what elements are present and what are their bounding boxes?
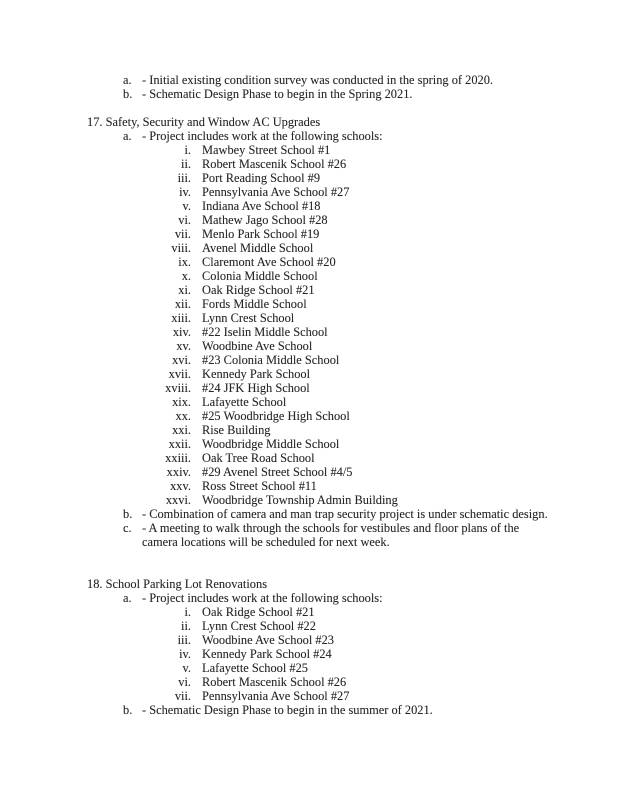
list-marker: c. xyxy=(123,521,132,535)
list-marker: a. xyxy=(123,73,132,87)
school-name: Woodbridge Township Admin Building xyxy=(202,493,398,507)
school-marker: v. xyxy=(182,661,191,675)
text-line: - Combination of camera and man trap security project is under schematic design. xyxy=(142,507,548,521)
text-line: - A meeting to walk through the schools for vestibules and floor plans of the xyxy=(142,521,520,535)
school-name: Fords Middle School xyxy=(202,297,307,311)
school-name: Woodbine Ave School xyxy=(202,339,313,353)
school-marker: xii. xyxy=(174,297,191,311)
school-marker: v. xyxy=(182,199,191,213)
school-list-item xyxy=(0,437,618,451)
school-name: #23 Colonia Middle School xyxy=(202,353,340,367)
list-marker: a. xyxy=(123,591,132,605)
list-item xyxy=(0,129,618,143)
school-list-item xyxy=(0,647,618,661)
school-name: Woodbine Ave School #23 xyxy=(202,633,334,647)
school-name: Colonia Middle School xyxy=(202,269,318,283)
list-item xyxy=(0,87,618,101)
school-name: #25 Woodbridge High School xyxy=(202,409,350,423)
text-line: camera locations will be scheduled for next week. xyxy=(142,535,390,549)
list-item xyxy=(0,703,618,717)
section-number: 17. xyxy=(87,115,103,129)
school-list-item xyxy=(0,157,618,171)
list-text xyxy=(142,591,618,605)
school-list-item xyxy=(0,395,618,409)
list-item xyxy=(0,73,618,87)
school-marker: xxvi. xyxy=(165,493,191,507)
school-list-item xyxy=(0,143,618,157)
school-name: Pennsylvania Ave School #27 xyxy=(202,689,350,703)
school-name: Oak Ridge School #21 xyxy=(202,605,315,619)
school-marker: xi. xyxy=(178,283,191,297)
school-marker: vi. xyxy=(178,213,191,227)
school-name: Indiana Ave School #18 xyxy=(202,199,321,213)
school-marker: vi. xyxy=(178,675,191,689)
school-name: Menlo Park School #19 xyxy=(202,227,320,241)
school-marker: xviii. xyxy=(165,381,191,395)
school-list-item xyxy=(0,423,618,437)
school-name: Ross Street School #11 xyxy=(202,479,317,493)
school-name: Robert Mascenik School #26 xyxy=(202,157,347,171)
school-name: Pennsylvania Ave School #27 xyxy=(202,185,350,199)
text-line: - Project includes work at the following schools: xyxy=(142,129,383,143)
school-list-item xyxy=(0,171,618,185)
school-marker: xiv. xyxy=(172,325,191,339)
school-marker: xv. xyxy=(176,339,191,353)
section xyxy=(0,115,618,549)
school-marker: xiii. xyxy=(171,311,191,325)
list-text xyxy=(142,73,618,87)
school-list-item xyxy=(0,451,618,465)
school-list-item xyxy=(0,381,618,395)
section-heading xyxy=(0,115,618,129)
school-marker: x. xyxy=(181,269,191,283)
text-line: - Schematic Design Phase to begin in the summer of 2021. xyxy=(142,703,433,717)
school-list-item xyxy=(0,227,618,241)
list-marker: b. xyxy=(123,703,133,717)
school-name: #29 Avenel Street School #4/5 xyxy=(202,465,353,479)
school-list-item xyxy=(0,367,618,381)
school-marker: iv. xyxy=(179,185,191,199)
list-marker: b. xyxy=(123,87,133,101)
school-name: Oak Tree Road School xyxy=(202,451,315,465)
school-name: Kennedy Park School #24 xyxy=(202,647,332,661)
school-marker: vii. xyxy=(174,227,191,241)
school-marker: ii. xyxy=(181,619,191,633)
school-name: #24 JFK High School xyxy=(202,381,310,395)
school-list-item xyxy=(0,605,618,619)
school-list-item xyxy=(0,465,618,479)
school-list-item xyxy=(0,241,618,255)
school-marker: xx. xyxy=(175,409,191,423)
school-marker: xxii. xyxy=(168,437,191,451)
list-marker: b. xyxy=(123,507,133,521)
school-list-item xyxy=(0,213,618,227)
school-list-item xyxy=(0,353,618,367)
school-list-item xyxy=(0,185,618,199)
list-text xyxy=(142,521,618,549)
school-name: Oak Ridge School #21 xyxy=(202,283,315,297)
school-marker: ix. xyxy=(178,255,191,269)
section-heading xyxy=(0,577,618,591)
list-text xyxy=(142,703,618,717)
school-list-item xyxy=(0,675,618,689)
school-list-item xyxy=(0,255,618,269)
school-list-item xyxy=(0,199,618,213)
school-name: Robert Mascenik School #26 xyxy=(202,675,347,689)
section xyxy=(0,577,618,717)
school-marker: viii. xyxy=(171,241,191,255)
text-line: - Schematic Design Phase to begin in the Spring 2021. xyxy=(142,87,413,101)
school-name: Lafayette School #25 xyxy=(202,661,308,675)
school-name: #22 Iselin Middle School xyxy=(202,325,328,339)
school-list-item xyxy=(0,633,618,647)
section-title: Safety, Security and Window AC Upgrades xyxy=(105,115,321,129)
school-marker: iii. xyxy=(177,171,191,185)
school-name: Woodbridge Middle School xyxy=(202,437,340,451)
school-name: Rise Building xyxy=(202,423,271,437)
school-marker: i. xyxy=(184,143,191,157)
text-line: - Initial existing condition survey was conducted in the spring of 2020. xyxy=(142,73,494,87)
list-text xyxy=(142,87,618,101)
school-list-item xyxy=(0,297,618,311)
school-marker: ii. xyxy=(181,157,191,171)
school-list-item xyxy=(0,409,618,423)
school-marker: iv. xyxy=(179,647,191,661)
school-marker: xxi. xyxy=(172,423,191,437)
school-marker: xvii. xyxy=(168,367,191,381)
school-marker: vii. xyxy=(174,689,191,703)
school-list-item xyxy=(0,479,618,493)
school-marker: xvi. xyxy=(172,353,191,367)
school-name: Mathew Jago School #28 xyxy=(202,213,328,227)
school-name: Lynn Crest School xyxy=(202,311,295,325)
school-name: Avenel Middle School xyxy=(202,241,314,255)
list-text xyxy=(142,507,618,521)
school-marker: xxv. xyxy=(170,479,191,493)
school-list-item xyxy=(0,311,618,325)
list-item xyxy=(0,521,618,549)
school-name: Mawbey Street School #1 xyxy=(202,143,331,157)
school-marker: xix. xyxy=(172,395,191,409)
school-list-item xyxy=(0,339,618,353)
school-name: Kennedy Park School xyxy=(202,367,311,381)
school-name: Lafayette School xyxy=(202,395,287,409)
school-marker: xxiv. xyxy=(166,465,191,479)
school-list-item xyxy=(0,269,618,283)
school-list-item xyxy=(0,283,618,297)
school-marker: i. xyxy=(184,605,191,619)
text-line: - Project includes work at the following schools: xyxy=(142,591,383,605)
school-name: Port Reading School #9 xyxy=(202,171,321,185)
school-list-item xyxy=(0,325,618,339)
list-item xyxy=(0,591,618,605)
school-list-item xyxy=(0,493,618,507)
school-list-item xyxy=(0,661,618,675)
school-name: Claremont Ave School #20 xyxy=(202,255,336,269)
school-name: Lynn Crest School #22 xyxy=(202,619,316,633)
list-marker: a. xyxy=(123,129,132,143)
school-marker: iii. xyxy=(177,633,191,647)
list-item xyxy=(0,507,618,521)
school-marker: xxiii. xyxy=(165,451,191,465)
section-number: 18. xyxy=(87,577,103,591)
list-text xyxy=(142,129,618,143)
section-title: School Parking Lot Renovations xyxy=(105,577,268,591)
school-list-item xyxy=(0,619,618,633)
school-list-item xyxy=(0,689,618,703)
